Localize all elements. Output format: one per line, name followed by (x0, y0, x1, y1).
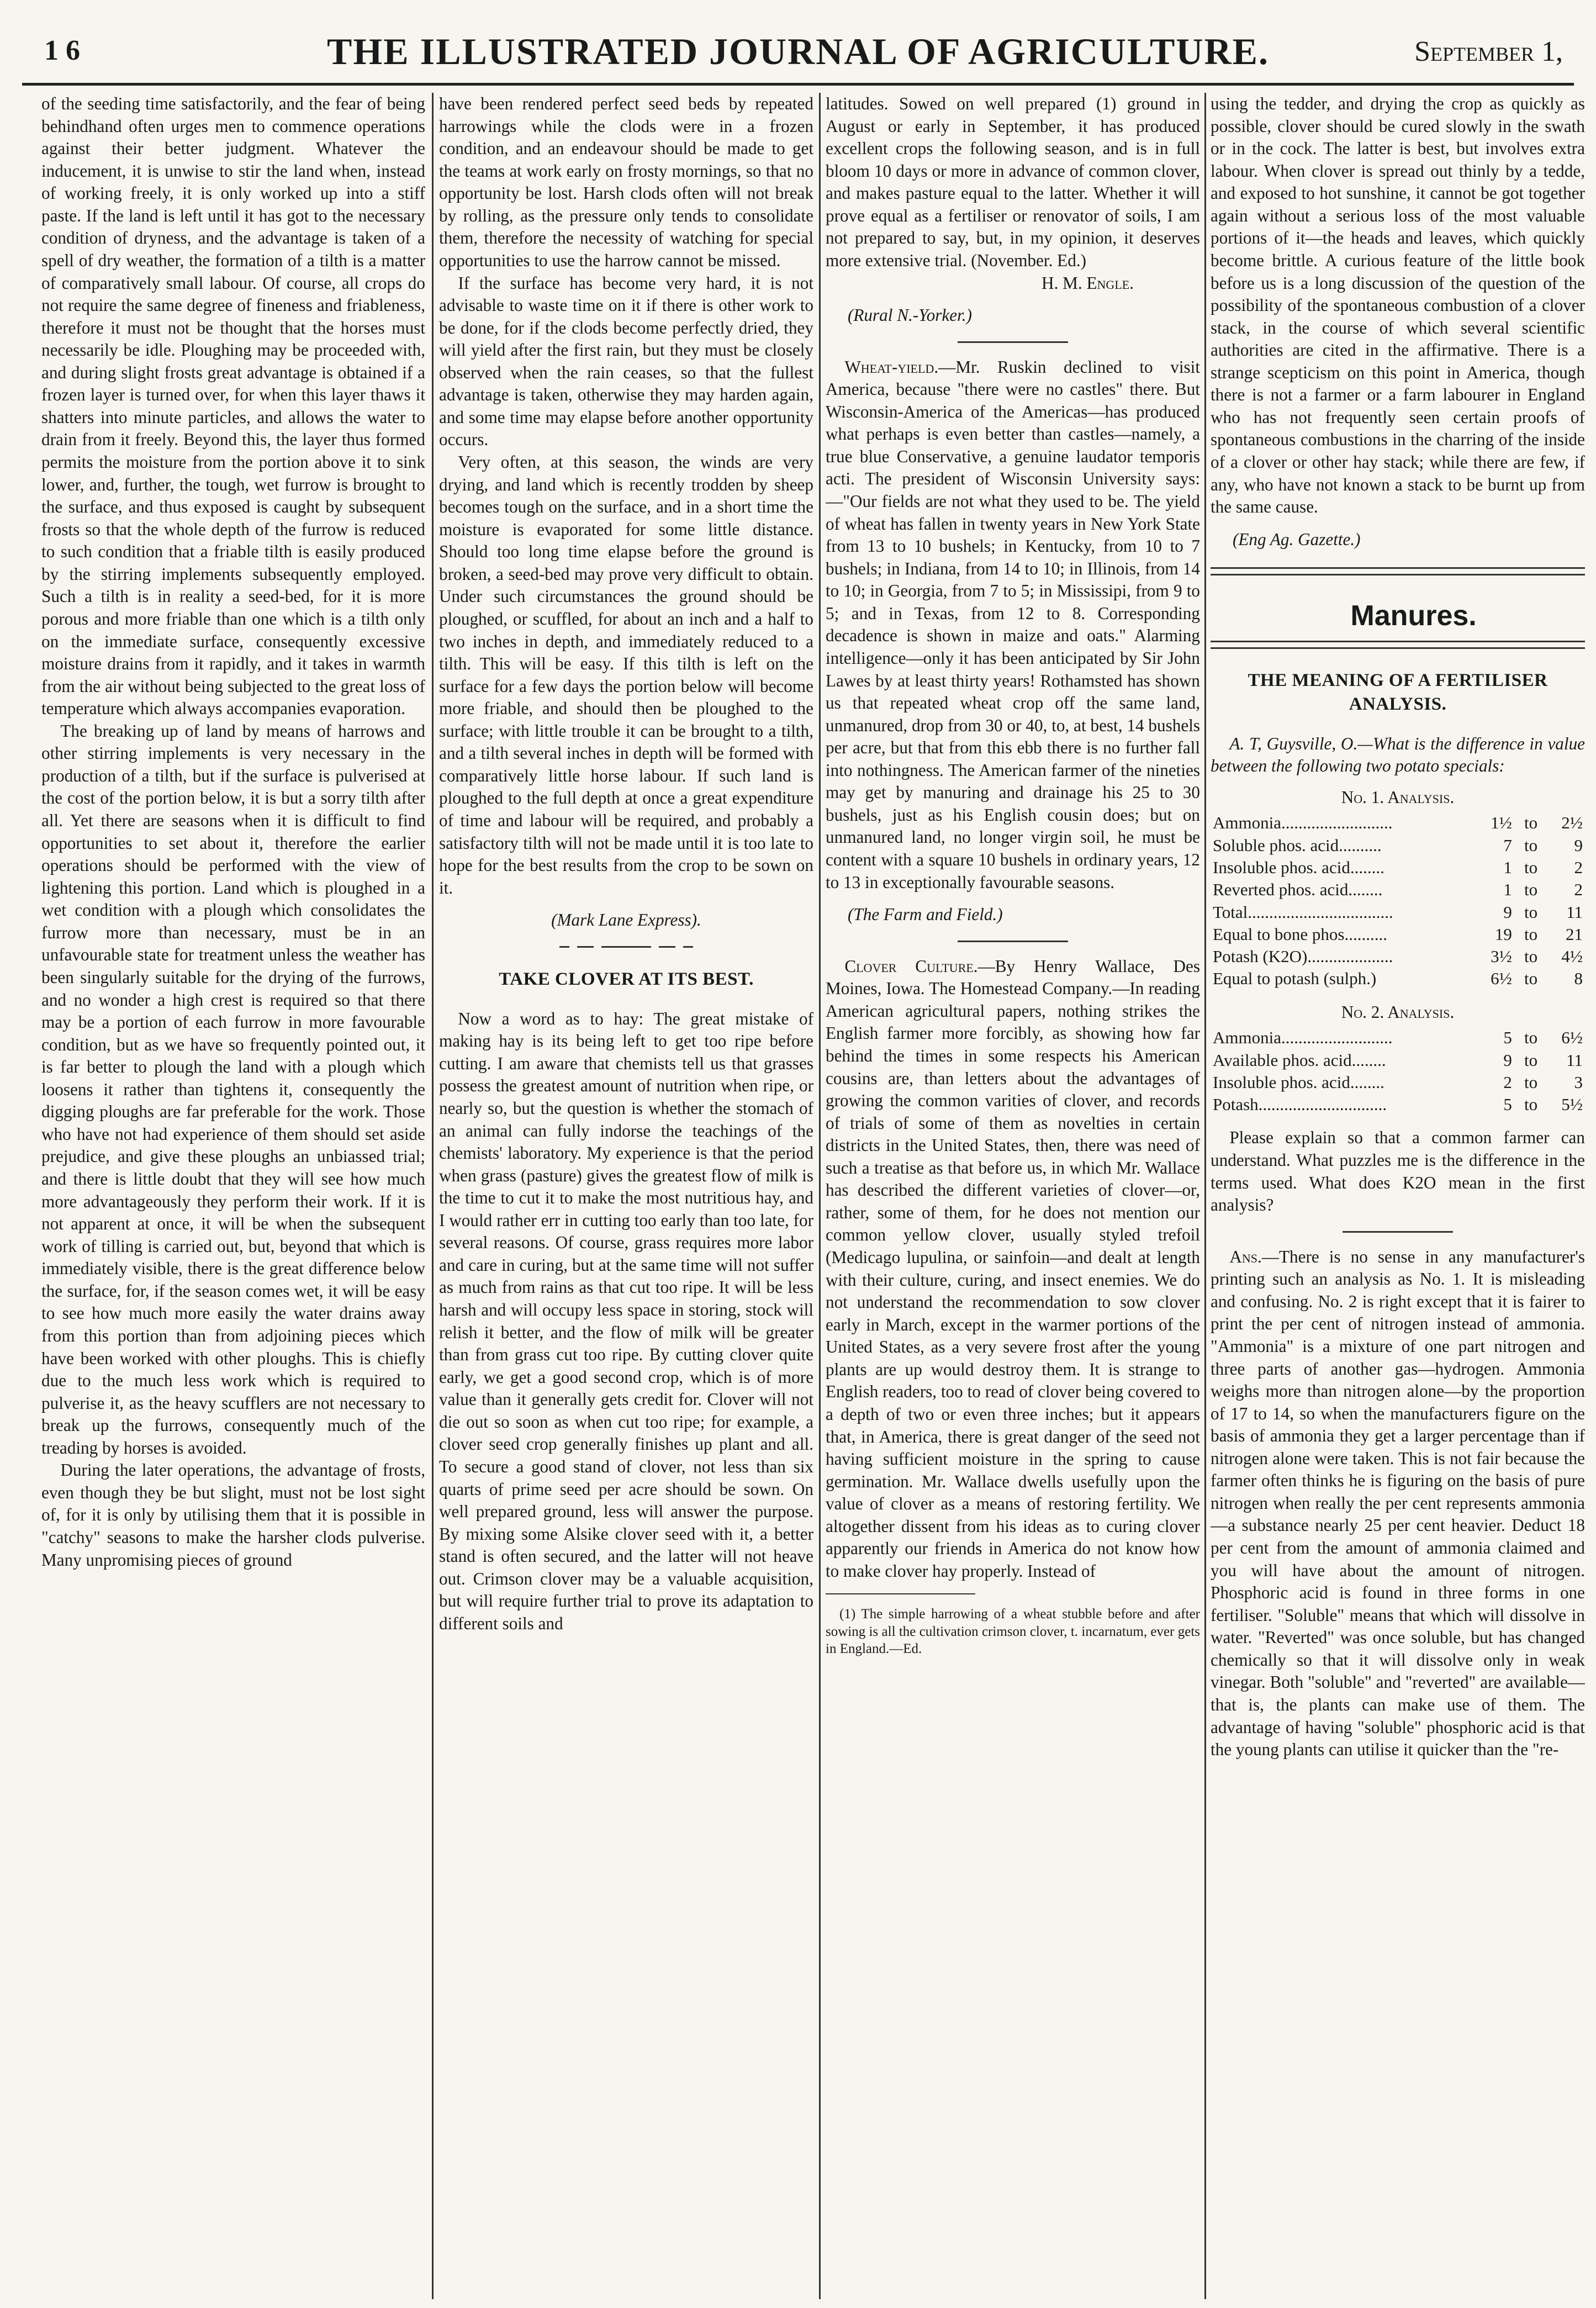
analysis-title: No. 2. Analysis. (1341, 1002, 1455, 1022)
analysis-label: Potash (K2O).................... (1213, 947, 1393, 966)
paragraph: The breaking up of land by means of harrows and other stirring implements is very necessary in the production of a tilth, but if the surface is pulverised at the cost of the portion below, it is but a sorry tilth after all. Yet there are seasons when it is difficult to find opportunities to set about it, therefore the earlier operations should be performed with the view of lightening this portion. Land which is ploughed in a wet condition with a plough which consolidates the furrow more than necessary, must be in an unfavourable state for treatment unless the weather has been singularly suitable for the drying of the furrows, and no wonder a high crest is required so that there may be a portion of each furrow in more favourable condition, but as we have so frequently pointed out, it is far better to plough the land with a plough which loosens it rather than tightens it, consequently the digging ploughs are far preferable for the work. Those who have not had experience of them should set aside prejudice, and give these ploughs an unbiassed trial; and there is little doubt that they will see how much more advantageously they perform their work. If it is not apparent at once, it will be when the subsequent work of tilling is carried out, but, beyond that which is immediately visible, there is the great difference below the surface, for, if the season comes wet, it will be easy to see how much more easily the water drains away from this portion than from adjoining pieces which have been worked with other ploughs. This is chiefly due to the much less work which is required to pulverise it, as the heavy scufflers are not necessary to break up the furrows, consequently much of the treading by horses is avoided. (41, 721, 425, 1457)
paragraph: Please explain so that a common farmer can understand. What puzzles me is the difference in the terms used. What does K2O mean in the first analysis? (1211, 1128, 1585, 1215)
analysis-row (1211, 923, 1585, 946)
issue-date: September 1, (1414, 36, 1563, 67)
analysis-low: 19 (1494, 924, 1512, 944)
analysis-low: 1 (1503, 857, 1512, 877)
analysis-high: 3 (1574, 1072, 1583, 1092)
analysis-row (1211, 968, 1585, 990)
analysis-row (1211, 1071, 1585, 1094)
analysis-title: No. 1. Analysis. (1341, 787, 1455, 807)
analysis-low: 2 (1503, 1072, 1512, 1092)
analysis-row (1211, 857, 1585, 879)
analysis-to: to (1524, 902, 1538, 922)
column-rule (1204, 93, 1206, 2299)
paragraph-lead: Clover Culture. (844, 956, 978, 976)
section-rule (1211, 641, 1585, 649)
analysis-label: Ammonia.......................... (1213, 1028, 1393, 1048)
analysis-to: to (1524, 813, 1538, 833)
paragraph: During the later operations, the advantage of frosts, even though they be but slight, must not be lost sight of, for it is only by utilising them that it is possible in "catchy" seasons to make the harsher clods pulverise. Many unpromising pieces of ground (41, 1460, 425, 1570)
section-separator (439, 946, 813, 948)
footnote-rule (826, 1593, 975, 1594)
analysis-label: Equal to bone phos.......... (1213, 924, 1387, 944)
column-rule (432, 93, 434, 2299)
column-4 (1211, 93, 1585, 2296)
analysis-row (1211, 901, 1585, 923)
paragraph: If the surface has become very hard, it is not advisable to waste time on it if there is other work to be done, for if the clods become perfectly dried, they will yield after the first rain, but they must be closely observed when the rain ceases, so that the fullest advantage is taken, otherwise they may harden again, and some time may elapse before another opportunity occurs. (439, 273, 813, 450)
analysis-low: 3½ (1491, 947, 1512, 966)
paragraph: Very often, at this season, the winds are very drying, and land which is recently trodden by sheep becomes tough on the surface, and in a short time the moisture is evaporated for some little distance. Should too long time elapse before the ground is broken, a seed-bed may prove very difficult to obtain. Under such circumstances the ground should be ploughed, or scuffled, for about an inch and a half to two inches in depth, and immediately reduced to a tilth. This will be easy. If this tilth is left on the surface for a few days the portion below will become more friable, and should then be ploughed to the surface; with little trouble it can be brought to a tilth, and a tilth several inches in depth will be formed with comparatively little horse labour. If such land is ploughed to the full depth at once a great expenditure of time and labour will be required, and probably a satisfactory tilth will not be made until it is too late to hope for the best results from the crop to be sown on it. (439, 452, 813, 897)
analysis-label: Insoluble phos. acid........ (1213, 857, 1384, 877)
analysis-to: to (1524, 969, 1538, 989)
analysis-high: 2 (1574, 857, 1583, 877)
paragraph: Now a word as to hay: The great mistake of making hay is its being left to get too ripe before cutting. I am aware that chemists tell us that grasses possess the greatest amount of nutrition when ripe, or nearly so, but the question is whether the stomach of an animal can fully indorse the teachings of the chemists' laboratory. My experience is that the period when grass (pasture) gives the greatest flow of milk is the time to cut it to make the most nutritious hay, and I would rather err in cutting too early than too late, for several reasons. Of course, grass requires more labor and care in curing, but at the same time will not suffer as much from rains as that cut too ripe. It will be less harsh and will occupy less space in storing, stock will relish it better, and the flow of milk will be greater than from grass cut too ripe. By cutting clover quite early, we get a good second crop, which is of more value than it generally gets credit for. Clover will not die out so soon as when cut too ripe; for example, a clover seed crop generally finishes up plant and all. To secure a good stand of clover, not less than six quarts of prime seed per acre should be sown. On well prepared ground, less will answer the purpose. By mixing some Alsike clover seed with it, a better stand is often secured, and the latter will not heave out. Crimson clover may be a valuable acquisition, but will require further trial to prove its adaptation to different soils and (439, 1008, 813, 1633)
analysis-to: to (1524, 1050, 1538, 1070)
analysis-low: 6½ (1491, 969, 1512, 989)
article-source: (Rural N.-Yorker.) (848, 305, 972, 325)
analysis-to: to (1524, 1028, 1538, 1048)
section-separator (1211, 1231, 1585, 1233)
paragraph: using the tedder, and drying the crop as quickly as possible, clover should be cured slowly in the swath or in the cock. The latter is best, but involves extra labour. When clover is spread out thinly by a tedde, and exposed to hot sunshine, it cannot be got together again without a serious loss of the most valuable portions of it—the heads and leaves, which quickly become brittle. A curious feature of the little book before us is a long discussion of the question of the possibility of the spontaneous combustion of a clover stack, in the course of which several scientific authorities are cited in the affirmative. There is a strange scepticism on this point in America, though there is not a farmer or a farm labourer in England who has not frequently seen certain proofs of spontaneous combustions in the charring of the inside of a clover or other hay stack; while there are few, if any, who have not known a stack to be burnt up from the same cause. (1211, 94, 1585, 517)
analysis-label: Total.................................. (1213, 902, 1393, 922)
analysis-low: 1 (1503, 880, 1512, 900)
analysis-row (1211, 835, 1585, 857)
page-header (22, 22, 1574, 86)
analysis-row (1211, 1027, 1585, 1049)
analysis-row (1211, 879, 1585, 901)
paragraph: of the seeding time satisfactorily, and the fear of being behindhand often urges men to commence operations against their better judgment. Whatever the inducement, it is unwise to stir the land when, instead of working freely, it is only worked up into a stiff paste. If the land is left until it has got to the necessary condition of dryness, and the advantage is taken of a spell of dry weather, the formation of a tilth is a matter of comparatively small labour. Of course, all crops do not require the same degree of fineness and friableness, therefore it must not be thought that the horses must necessarily be idle. Ploughing may be proceeded with, and during slight frosts great advantage is obtained if a frozen layer is turned over, for when this layer thaws it shatters into minute particles, and allows the water to drain from it freely. Beyond this, the layer thus formed permits the moisture from the portion above it to sink lower, and, further, the tough, wet furrow is brought to the surface, and thus exposed is caught by subsequent frosts so that the whole depth of the furrow is reduced to such condition that a friable tilth is easily produced by the stirring implements subsequently employed. Such a tilth is in reality a seed-bed, for it is more porous and more friable than one which is a tilth only on the immediate surface, consequently excessive moisture drains from it rapidly, and it takes in warmth from the air without being subjected to the great loss of temperature which always accompanies evaporation. (41, 94, 425, 719)
analysis-to: to (1524, 857, 1538, 877)
paragraph-text: —Mr. Ruskin declined to visit America, because "there were no castles" there. But Wisconsin-America of the Americas—has produced what perhaps is even better than castles—namely, a true blue Conservative, a genuine laudator temporis acti. The president of Wisconsin University says:—"Our fields are not what they used to be. The yield of wheat has fallen in twenty years in New York State from 13 to 10 bushels; in Kentucky, from 10 to 7 bushels; in Indiana, from 14 to 10; in Illinois, from 14 to 10; in Georgia, from 7 to 5; in Mississipi, from 9 to 5; and in Texas, from 12 to 8. Corresponding decadence is shown in maize and oats." Alarming intelligence—only it has been anticipated by Sir John Lawes by at least thirty years! Rothamsted has shown us that repeated wheat crop off the same land, unmanured, drop from 30 or 40, to, at best, 14 bushels per acre, but that from this ebb there is no further fall into nothingness. The American farmer of the nineties may get by manuring and drainage his 25 to 30 bushels, just as his English cousin does; but on unmanured land, no longer virgin soil, he must be content with a square 10 bushels in ordinary years, 12 to 13 in exceptionally favourable seasons. (826, 357, 1200, 892)
analysis-low: 9 (1503, 1050, 1512, 1070)
analysis-low: 9 (1503, 902, 1512, 922)
analysis-high: 8 (1574, 969, 1583, 989)
analysis-high: 5½ (1561, 1095, 1583, 1115)
section-separator (826, 941, 1200, 942)
analysis-row (1211, 1094, 1585, 1116)
analysis-low: 1½ (1491, 813, 1512, 833)
analysis-high: 6½ (1561, 1028, 1583, 1048)
analysis-label: Insoluble phos. acid........ (1213, 1072, 1384, 1092)
column-2 (439, 93, 813, 2296)
article-heading: TAKE CLOVER AT ITS BEST. (499, 969, 754, 989)
paragraph: have been rendered perfect seed beds by repeated harrowings while the clods were in a frozen condition, and an endeavour should be made to get the teams at work early on frosty mornings, so that no opportunity be lost. Harsh clods often will not break by rolling, as the pressure only tends to consolidate them, therefore the necessity of watching for special opportunities to use the harrow cannot be missed. (439, 94, 813, 270)
question-text: A. T, Guysville, O.—What is the difference in value between the following two potato specials: (1211, 733, 1585, 776)
analysis-to: to (1524, 835, 1538, 855)
analysis-to: to (1524, 947, 1538, 966)
analysis-row (1211, 1049, 1585, 1071)
analysis-table-2 (1211, 1027, 1585, 1116)
analysis-row (1211, 946, 1585, 968)
paragraph-text: —There is no sense in any manufacturer's printing such an analysis as No. 1. It is misleading and confusing. No. 2 is right except that it is fairer to print the per cent of nitrogen instead of ammonia. "Ammonia" is a mixture of one part nitrogen and three parts of another gas—hydrogen. Ammonia weighs more than nitrogen alone—by the proportion of 17 to 14, so when the manufacturers figure on the basis of ammonia they get a larger percentage than if nitrogen alone were taken. This is not fair because the farmer often thinks he is figuring on the basis of pure nitrogen when really the per cent represents ammonia—a substance nearly 25 per cent heavier. Deduct 18 per cent from the amount of ammonia claimed and you will have about the amount of nitrogen. Phosphoric acid is found in three forms in one fertiliser. "Soluble" means that which will dissolve in water. "Reverted" was once soluble, but has changed chemically so that it will dissolve only in weak vinegar. Both "soluble" and "reverted" are available—that is, the plants can make use of them. The advantage of having "soluble" phosphoric acid is that the young plants can utilise it quicker than the "re- (1211, 1247, 1585, 1760)
paragraph-lead: Ans. (1229, 1247, 1262, 1266)
article-source: (Eng Ag. Gazette.) (1233, 529, 1361, 549)
section-separator (826, 341, 1200, 343)
paragraph: latitudes. Sowed on well prepared (1) ground in August or early in September, it has produced excellent crops the following season, and is in full bloom 10 days or more in advance of common clover, and makes pasture equal to the latter. Whether it will prove equal as a fertiliser or renovator of soils, I am not prepared to say, but, in my opinion, it deserves more extensive trial. (November. Ed.) (826, 94, 1200, 270)
journal-title: THE ILLUSTRATED JOURNAL OF AGRICULTURE. (327, 30, 1269, 72)
analysis-high: 2 (1574, 880, 1583, 900)
paragraph (826, 356, 1200, 894)
analysis-low: 5 (1503, 1095, 1512, 1115)
analysis-label: Potash.............................. (1213, 1095, 1387, 1115)
paragraph (826, 955, 1200, 1583)
analysis-label: Soluble phos. acid.......... (1213, 835, 1382, 855)
analysis-low: 5 (1503, 1028, 1512, 1048)
paragraph-lead: Wheat-yield. (844, 357, 939, 377)
analysis-label: Ammonia.......................... (1213, 813, 1393, 833)
column-rule (819, 93, 821, 2299)
analysis-low: 7 (1503, 835, 1512, 855)
page-number: 1 6 (44, 35, 80, 66)
column-3 (826, 93, 1200, 2296)
analysis-row (1211, 812, 1585, 834)
analysis-high: 4½ (1561, 947, 1583, 966)
analysis-label: Equal to potash (sulph.) (1213, 969, 1377, 989)
article-source: (The Farm and Field.) (848, 905, 1003, 925)
paragraph-text: —By Henry Wallace, Des Moines, Iowa. The Homestead Company.—In reading American agricultural papers, nothing strikes the English farmer more forcibly, as showing how far behind the times in some respects his American cousins are, than letters about the advantages of growing the common varities of clover, and records of trials of some of them as novelties in certain districts in the United States, then, there was need of such a treatise as that before us, in which Mr. Wallace has described the different varieties of clover—or, rather, some of them, for he does not mention our common yellow clover, usually styled trefoil (Medicago lupulina, or sainfoin—and dealt at length with their culture, curing, and insect enemies. We do not understand the recommendation to sow clover early in March, except in the warmer portions of the United States, as a very severe frost after the young plants are up would destroy them. It is strange to English readers, too to read of clover being covered to a depth of two or even three inches; but it appears that, in America, there is great danger of the seed not having sufficient moisture in the spring to cause germination. Mr. Wallace dwells usefully upon the value of clover as a means of restoring fertility. We altogether dissent from his ideas as to curing clover apparently our friends in America do not know how to make clover hay properly. Instead of (826, 956, 1200, 1581)
column-1 (41, 93, 425, 2296)
analysis-to: to (1524, 880, 1538, 900)
paragraph (1211, 1246, 1585, 1761)
analysis-high: 2½ (1561, 813, 1583, 833)
analysis-high: 11 (1566, 1050, 1583, 1070)
section-rule (1211, 567, 1585, 575)
analysis-label: Available phos. acid........ (1213, 1050, 1386, 1070)
analysis-to: to (1524, 924, 1538, 944)
analysis-table-1 (1211, 812, 1585, 990)
analysis-high: 9 (1574, 835, 1583, 855)
analysis-to: to (1524, 1095, 1538, 1115)
article-heading: THE MEANING OF A FERTILISER ANALYSIS. (1248, 670, 1548, 714)
footnote: (1) The simple harrowing of a wheat stubble before and after sowing is all the cultivation crimson clover, t. incarnatum, ever gets in England.—Ed. (826, 1607, 1200, 1656)
author-signature: H. M. Engle. (1042, 273, 1134, 293)
analysis-high: 11 (1566, 902, 1583, 922)
analysis-to: to (1524, 1072, 1538, 1092)
analysis-label: Reverted phos. acid........ (1213, 880, 1383, 900)
section-title: Manures. (1350, 600, 1477, 632)
analysis-high: 21 (1566, 924, 1583, 944)
article-source: (Mark Lane Express). (551, 910, 701, 930)
